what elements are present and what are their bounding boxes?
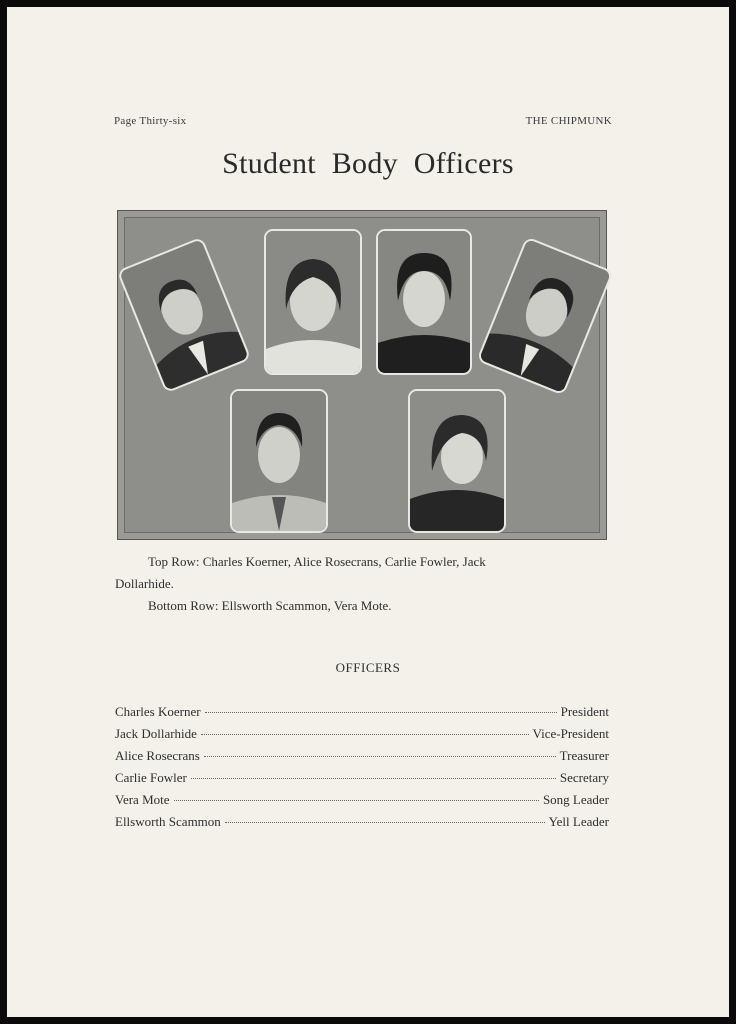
officer-role: Secretary bbox=[559, 770, 609, 785]
officer-row bbox=[115, 770, 609, 792]
officer-row bbox=[115, 704, 609, 726]
officer-row bbox=[115, 726, 609, 748]
officer-role: Treasurer bbox=[559, 748, 609, 763]
officer-name: Vera Mote bbox=[115, 792, 170, 807]
officer-name: Jack Dollarhide bbox=[115, 726, 197, 741]
officer-role: Vice-President bbox=[532, 726, 609, 741]
officer-row bbox=[115, 748, 609, 770]
dot-leader bbox=[225, 822, 545, 823]
officer-photo-plate bbox=[117, 210, 607, 540]
officers-heading: OFFICERS bbox=[335, 660, 401, 675]
caption-bottom-row: Bottom Row: Ellsworth Scammon, Vera Mote. bbox=[148, 598, 392, 613]
photo-caption bbox=[115, 551, 611, 617]
portrait-carlie-fowler bbox=[376, 229, 472, 375]
caption-top-row-continued: Dollarhide. bbox=[115, 576, 174, 591]
yearbook-page bbox=[7, 7, 729, 1017]
officer-name: Carlie Fowler bbox=[115, 770, 187, 785]
officer-name: Charles Koerner bbox=[115, 704, 201, 719]
officers-list bbox=[115, 704, 609, 836]
dot-leader bbox=[191, 778, 556, 779]
page-title: Student Body Officers bbox=[222, 147, 514, 180]
officer-role: Yell Leader bbox=[548, 814, 609, 829]
portrait-alice-rosecrans bbox=[264, 229, 362, 375]
officer-name: Alice Rosecrans bbox=[115, 748, 200, 763]
portrait-vera-mote bbox=[408, 389, 506, 533]
page-number: Page Thirty-six bbox=[114, 115, 187, 127]
officer-row bbox=[115, 814, 609, 836]
portrait-ellsworth-scammon bbox=[230, 389, 328, 533]
dot-leader bbox=[174, 800, 539, 801]
dot-leader bbox=[201, 734, 529, 735]
officer-role: Song Leader bbox=[542, 792, 609, 807]
publication-name: THE CHIPMUNK bbox=[525, 115, 612, 127]
portrait-jack-dollarhide bbox=[476, 236, 613, 395]
dot-leader bbox=[204, 756, 556, 757]
officer-row bbox=[115, 792, 609, 814]
officer-role: President bbox=[560, 704, 609, 719]
officer-name: Ellsworth Scammon bbox=[115, 814, 221, 829]
dot-leader bbox=[205, 712, 557, 713]
caption-top-row: Top Row: Charles Koerner, Alice Rosecrans, Carlie Fowler, Jack bbox=[148, 554, 486, 569]
portrait-charles-koerner bbox=[117, 237, 252, 394]
